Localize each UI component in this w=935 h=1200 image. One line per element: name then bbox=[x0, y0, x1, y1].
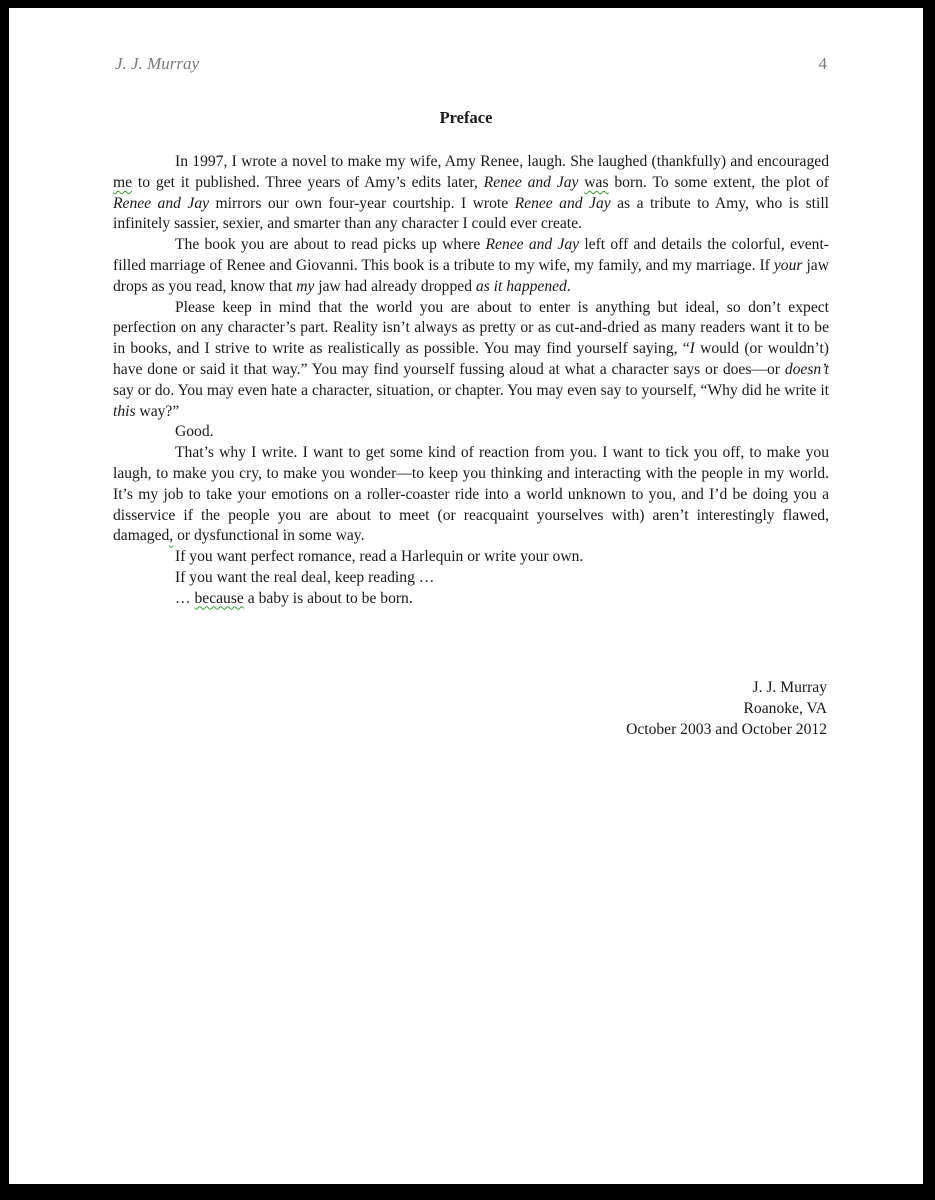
header-author: J. J. Murray bbox=[115, 54, 200, 73]
signature-name: J. J. Murray bbox=[752, 679, 827, 696]
paragraph-1: In 1997, I wrote a novel to make my wife, Amy Renee, laugh. She laughed (thankfully) and encouraged me to get it published. Three years of Amy’s edits later, Renee and Jay was born. To some extent, the plot of Renee and Jay mirrors our own four-year courtship. I wrote Renee and Jay as a tribute to Amy, who is still infinitely sassier, sexier, and smarter than any character I could ever create. bbox=[113, 153, 829, 233]
page-number: 4 bbox=[818, 54, 827, 73]
signature-dates: October 2003 and October 2012 bbox=[626, 720, 827, 738]
grammar-squiggle: because bbox=[194, 589, 244, 607]
running-header bbox=[115, 54, 827, 78]
paragraph-6: If you want perfect romance, read a Harlequin or write your own. bbox=[175, 548, 584, 566]
page-title: Preface bbox=[439, 108, 493, 127]
grammar-squiggle: me bbox=[113, 173, 133, 191]
paragraph-3: Please keep in mind that the world you are about to enter is anything but ideal, so don’t expect perfection on any character’s part. Reality isn’t always as pretty or as cut-and-dried as many readers want it to be in books, and I strive to write as realistically as possible. You may find yourself saying, “I would (or wouldn’t) have done or said it that way.” You may find yourself fussing aloud at what a character says or does—or doesn’t say or do. You may even hate a character, situation, or chapter. You may even say to yourself, “Why did he write it this way?” bbox=[113, 298, 829, 420]
paragraph-8: … because a baby is about to be born. bbox=[175, 589, 413, 607]
paragraph-5: That’s why I write. I want to get some kind of reaction from you. I want to tick you off, to make you laugh, to make you cry, to make you wonder—to keep you thinking and interacting with the people in my world. It’s my job to take your emotions on a roller-coaster ride into a world unknown to you, and I’d be doing you a disservice if the people you are about to meet (or reacquaint yourselves with) aren’t interestingly flawed, damaged, or dysfunctional in some way. bbox=[113, 444, 829, 545]
signature-location: Roanoke, VA bbox=[743, 699, 827, 717]
paragraph-2: The book you are about to read picks up where Renee and Jay left off and details the colorful, event-filled marriage of Renee and Giovanni. This book is a tribute to my wife, my family, and my marriage. If your jaw drops as you read, know that my jaw had already dropped as it happened. bbox=[113, 236, 829, 295]
grammar-squiggle: , bbox=[169, 527, 174, 545]
grammar-squiggle: was bbox=[584, 173, 609, 191]
paragraph-7: If you want the real deal, keep reading … bbox=[175, 568, 435, 586]
signature-block bbox=[626, 678, 827, 740]
document-page bbox=[9, 8, 923, 1184]
preface-body bbox=[113, 152, 829, 610]
paragraph-4: Good. bbox=[175, 423, 214, 441]
